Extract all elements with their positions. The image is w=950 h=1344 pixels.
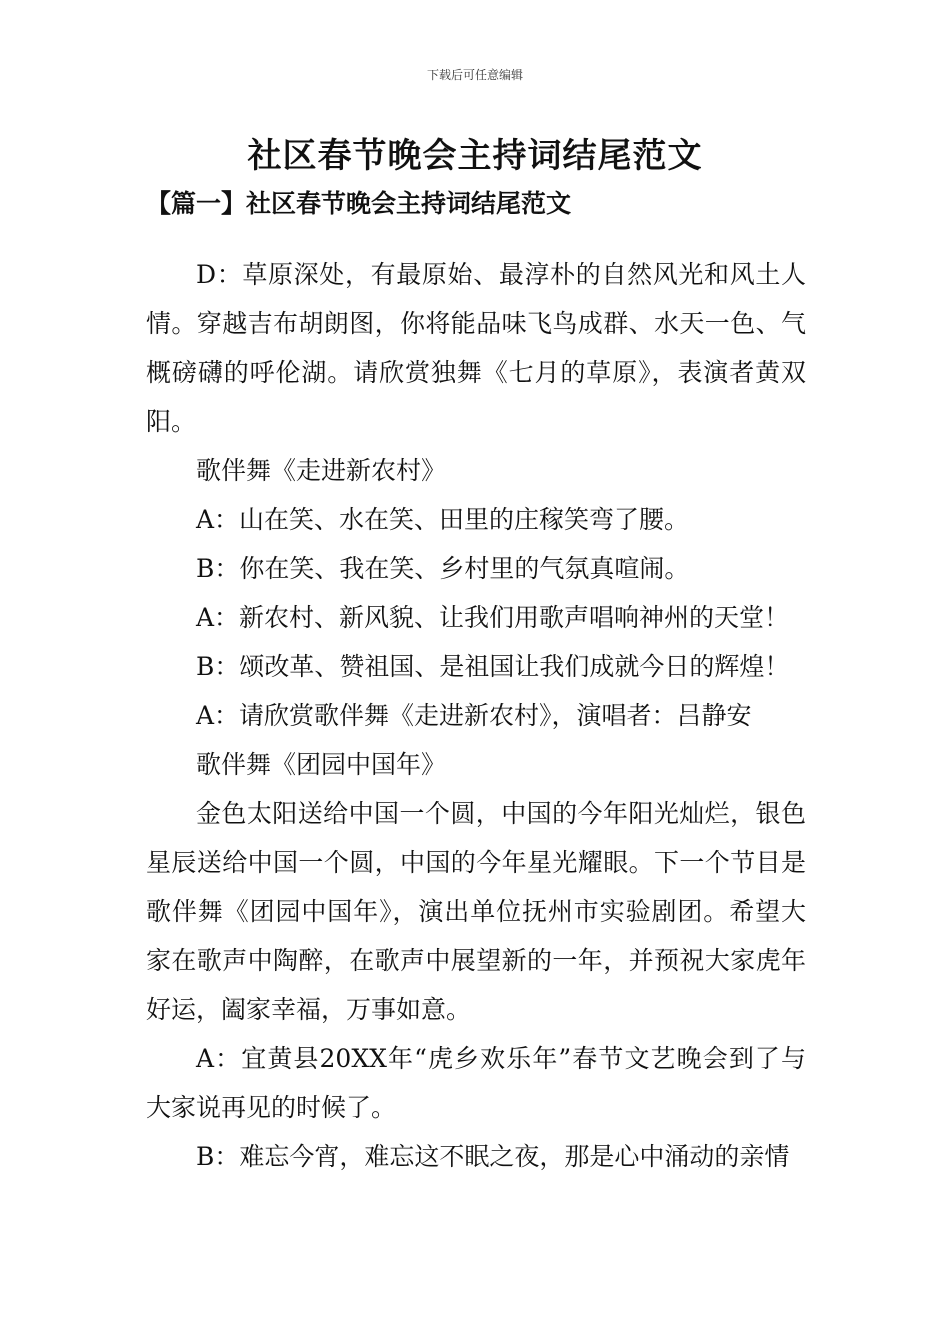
document-title: 社区春节晚会主持词结尾范文 bbox=[247, 136, 703, 176]
paragraph: 歌伴舞《团园中国年》 bbox=[196, 750, 447, 779]
paragraph: B：难忘今宵，难忘这不眠之夜，那是心中涌动的亲情 bbox=[196, 1142, 790, 1171]
paragraph: A：新农村、新风貌、让我们用歌声唱响神州的天堂！ bbox=[196, 603, 790, 632]
page-header-note: 下载后可任意编辑 bbox=[426, 68, 523, 82]
paragraph: D：草原深处，有最原始、最淳朴的自然风光和风土人情。穿越吉布胡朗图，你将能品味飞鸟成群、水天一色、气概磅礴的呼伦湖。请欣赏独舞《七月的草原》，表演者黄双阳。 bbox=[146, 260, 806, 436]
paragraph: A：请欣赏歌伴舞《走进新农村》，演唱者：吕静安 bbox=[196, 701, 752, 730]
paragraph: A：宜黄县20XX年“虎乡欢乐年”春节文艺晚会到了与大家说再见的时候了。 bbox=[146, 1044, 806, 1122]
paragraph: 金色太阳送给中国一个圆，中国的今年阳光灿烂，银色星辰送给中国一个圆，中国的今年星光耀眼。下一个节目是歌伴舞《团园中国年》，演出单位抚州市实验剧团。希望大家在歌声中陶醉，在歌声中展望新的一年，并预祝大家虎年好运，阖家幸福，万事如意。 bbox=[146, 799, 806, 1024]
paragraph: 歌伴舞《走进新农村》 bbox=[196, 456, 447, 485]
paragraph: B：颂改革、赞祖国、是祖国让我们成就今日的辉煌！ bbox=[196, 652, 790, 681]
paragraph: A：山在笑、水在笑、田里的庄稼笑弯了腰。 bbox=[196, 505, 690, 534]
section-heading: 【篇一】社区春节晚会主持词结尾范文 bbox=[146, 189, 572, 218]
paragraph: B：你在笑、我在笑、乡村里的气氛真喧闹。 bbox=[196, 554, 690, 583]
document-body bbox=[146, 250, 806, 1181]
